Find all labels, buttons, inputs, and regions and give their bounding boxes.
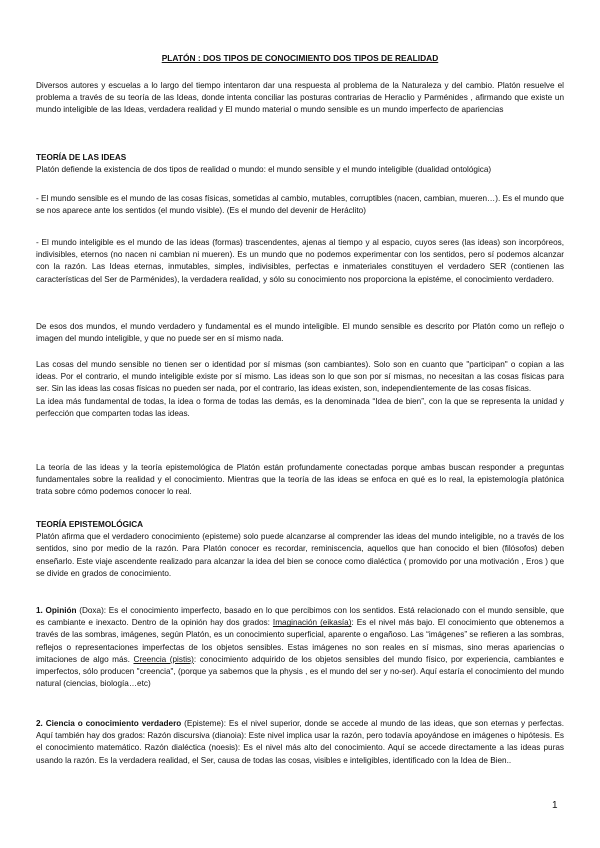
intro-text: Diversos autores y escuelas a lo largo del tiempo intentaron dar una respuesta al problema de la Naturaleza y del cambio. Platón resuelve el problema a través de su teoría de las Ideas, donde intenta conciliar las posturas contrarias de Heraclio y Parménides , afirmando que existe un mundo inteligible de las Ideas, verdadera realidad y El mundo material o mundo sensible es un mundo imperfecto de apariencias	[36, 81, 564, 115]
science-item	[36, 718, 564, 767]
section-heading: TEORÍA DE LAS IDEAS	[36, 153, 127, 162]
document-title: PLATÓN : DOS TIPOS DE CONOCIMIENTO DOS TIPOS DE REALIDAD	[161, 53, 439, 63]
section-theory-of-ideas-header	[36, 152, 564, 176]
paragraph: La teoría de las ideas y la teoría epistemológica de Platón están profundamente conectadas porque ambas buscan responder a preguntas fundamentales sobre la realidad y el conocimiento. Mientras que la teoría de las ideas se enfoca en qué es lo real, la epistemología platónica trata sobre cómo podemos conocer lo real.	[36, 463, 564, 497]
page-number: 1	[552, 800, 558, 811]
sensible-world-paragraph	[36, 193, 564, 217]
paragraph: La idea más fundamental de todas, la idea o forma de todas las demás, es la denominada “Idea de bien”, con la que se representa la unidad y perfección que comparten todas las ideas.	[36, 396, 564, 418]
intelligible-world-paragraph	[36, 237, 564, 286]
section-heading: TEORÍA EPISTEMOLÓGICA	[36, 520, 144, 529]
section-epistemology	[36, 519, 564, 580]
list-item: 2. Ciencia o conocimiento verdadero (Episteme): Es el nivel superior, donde se accede al mundo de las ideas, que son eternas y perfectas. Aquí también hay dos grados: Razón discursiva (dianoia): Este nivel implica usar la razón, pero todavía apoyándose en imágenes o hipótesis. Es el conocimiento matemático. Razón dialéctica (noesis): Es el nivel más alto del conocimiento. Aquí se accede directamente a las ideas puras usando la razón. Es la verdadera realidad, el Ser, causa de todas las cosas, visibles e inteligibles, identificado con la Idea de Bien..	[36, 719, 564, 765]
section-lead: Platón defiende la existencia de dos tipos de realidad o mundo: el mundo sensible y el mundo inteligible (dualidad ontológica)	[36, 165, 492, 175]
opinion-item	[36, 605, 564, 690]
underlined-term: Creencia (pistis)	[133, 654, 194, 664]
connection-paragraph	[36, 462, 564, 499]
paragraph: - El mundo sensible es el mundo de las cosas físicas, sometidas al cambio, mutables, corruptibles (nacen, cambian, mueren…). Es el mundo que se nos aparece ante los sentidos (el mundo visible). (Es el mundo del devenir de Heráclito)	[36, 194, 564, 216]
participation-paragraph	[36, 359, 564, 420]
paragraph: Las cosas del mundo sensible no tienen ser o identidad por sí mismas (son cambiantes). Solo son en cuanto que "participan" o copian a las ideas. Por el contrario, el mundo inteligible existe por sí mismo. Las ideas son lo que son por sí mismas, no necesitan a las cosas físicas para ser. Sin las ideas las cosas físicas no pueden ser nada, por el contrario, las ideas existen, son, independientemente de las cosas físicas.	[36, 360, 564, 394]
true-world-paragraph	[36, 321, 564, 345]
paragraph: De esos dos mundos, el mundo verdadero y fundamental es el mundo inteligible. El mundo sensible es descrito por Platón como un reflejo o imagen del mundo inteligible, y que no puede ser en sí mismo nada.	[36, 322, 564, 344]
underlined-term: Imaginación (eikasía)	[272, 618, 352, 628]
list-item-label: 1. Opinión	[36, 606, 77, 615]
list-item: 1. Opinión (Doxa): Es el conocimiento imperfecto, basado en lo que percibimos con los sentidos. Está relacionado con el mundo sensible, que es cambiante e inexacto. Dentro de la opinión hay dos grados: Imaginación (eikasía): Es el nivel más bajo. El conocimiento que obtenemos a través de las sombras, imágenes, según Platón, es un conocimiento superficial, aparente o engañoso. Las “imágenes” se refieren a las sombras, reflejos o representaciones imperfectas de los objetos sensibles. Estas imágenes no son reales en sí mismas, sino meras apariencias o imitaciones de algo más. Creencia (pistis): conocimiento adquirido de los objetos sensibles del mundo físico, por experiencia, cambiantes e imperfectos, sólo producen "creencia", (porque ya sabemos que la physis , es el mundo del ser y no-ser). Aquí estaría el conocimiento del mundo natural (ciencias, biología…etc)	[36, 606, 565, 689]
intro-paragraph	[36, 80, 564, 117]
list-item-label: 2. Ciencia o conocimiento verdadero	[36, 719, 182, 728]
paragraph: - El mundo inteligible es el mundo de las ideas (formas) trascendentes, ajenas al tiempo y al espacio, cuyos seres (las ideas) son incorpóreos, indivisibles, eternos (no nacen ni cambian ni mueren). Es un mundo que no podemos experimentar con los sentidos, pero sí podemos alcanzar con la razón. Las Ideas eternas, inmutables, simples, indivisibles, perfectas e inmateriales constituyen el verdadero SER (contienen las características del Ser de Parménides), la verdadera realidad, y sólo su conocimiento nos proporciona la epistéme, el conocimiento verdadero.	[36, 238, 564, 284]
paragraph: Platón afirma que el verdadero conocimiento (episteme) solo puede alcanzarse al comprender las ideas del mundo inteligible, no a través de los sentidos, sino por medio de la razón. Para Platón conocer es recordar, reminiscencia, aquellos que han conocido el bien (filósofos) deben enseñarlo. Este viaje ascendente realizado para alcanzar la idea del bien se conoce como dialéctica ( promovido por una motivación , Eros ) que se divide en grados de conocimiento.	[36, 532, 564, 578]
